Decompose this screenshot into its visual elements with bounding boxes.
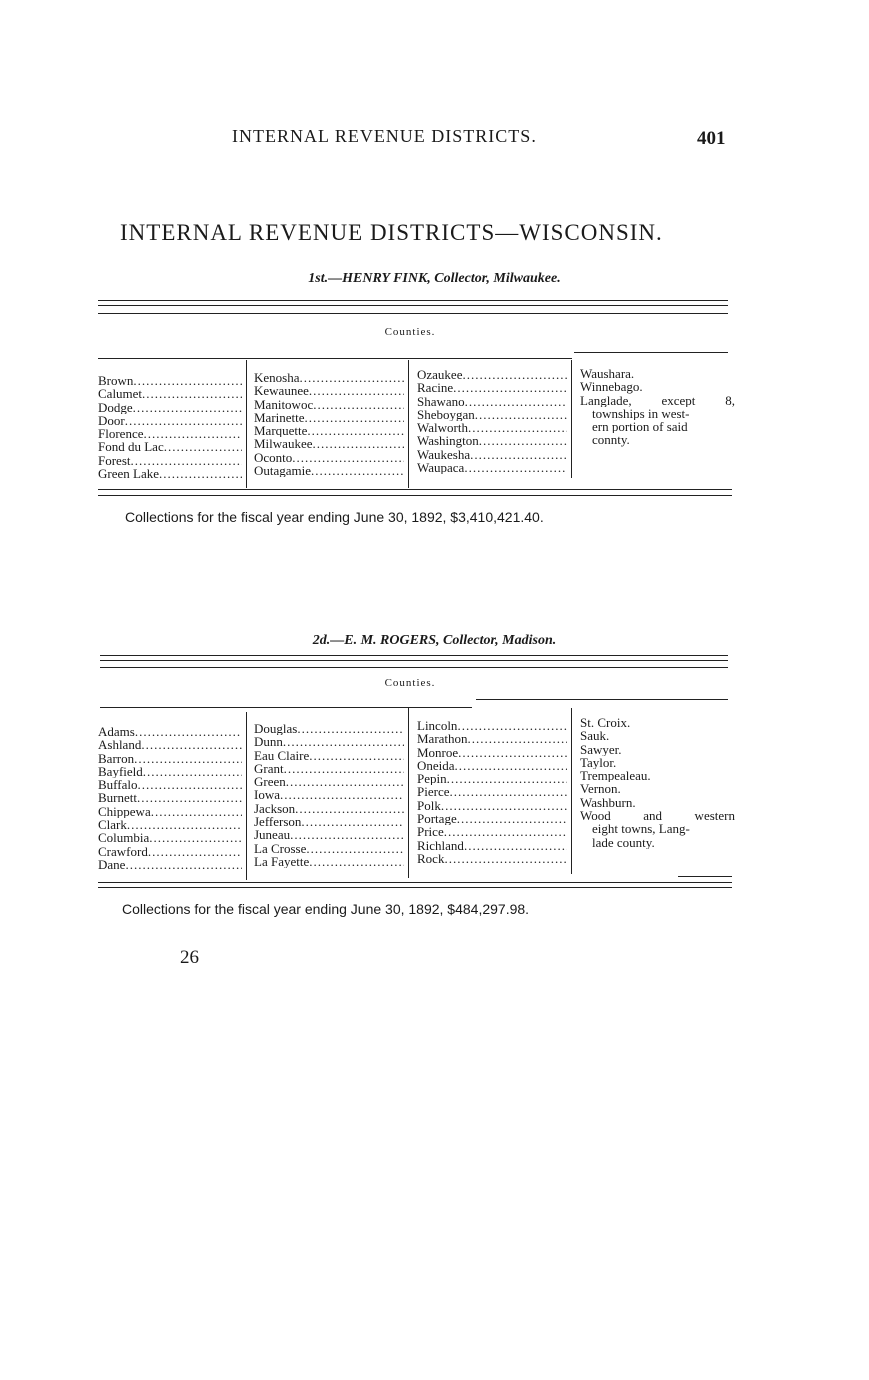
county-entry: La Crosse ..... — [254, 842, 404, 855]
county-entry: Pepin ..... — [417, 772, 567, 785]
county-entry: Polk ..... — [417, 799, 567, 812]
county-entry: Sawyer. — [580, 742, 622, 756]
county-entry: Lincoln ..... — [417, 719, 567, 732]
rule — [98, 887, 732, 888]
rule — [100, 660, 728, 661]
county-entry: Outagamie ..... — [254, 464, 404, 477]
county-entry: Green Lake ..... — [98, 467, 242, 480]
county-entry: Crawford ..... — [98, 845, 242, 858]
county-entry: Columbia ..... — [98, 831, 242, 844]
county-entry: Fond du Lac ..... — [98, 440, 242, 453]
county-entry: Buffalo ..... — [98, 778, 242, 791]
column-divider — [408, 360, 409, 488]
county-entry: Kenosha ..... — [254, 371, 404, 384]
county-entry: Monroe ..... — [417, 746, 567, 759]
county-column — [254, 371, 404, 477]
county-entry: Juneau ..... — [254, 828, 404, 841]
county-entry: Waupaca ..... — [417, 461, 567, 474]
county-entry: Adams ..... — [98, 725, 242, 738]
rule — [100, 655, 728, 656]
rule — [98, 495, 732, 496]
running-head: INTERNAL REVENUE DISTRICTS. — [232, 126, 537, 146]
county-entry: Eau Claire ..... — [254, 749, 404, 762]
county-entry: Brown ..... — [98, 374, 242, 387]
county-entry: Dodge ..... — [98, 401, 242, 414]
county-entry: Sheboygan ..... — [417, 408, 567, 421]
county-entry: Trempealeau. — [580, 769, 651, 783]
rule — [100, 667, 728, 668]
county-entry: La Fayette ..... — [254, 855, 404, 868]
county-column — [580, 367, 735, 447]
county-entry: Walworth ..... — [417, 421, 567, 434]
county-entry: Pierce ..... — [417, 785, 567, 798]
page-number: 401 — [697, 128, 726, 149]
county-entry: Washburn. — [580, 795, 636, 810]
county-column — [254, 722, 404, 868]
county-entry: Oconto ..... — [254, 451, 404, 464]
county-entry: Iowa ..... — [254, 788, 404, 801]
column-divider — [246, 712, 247, 880]
county-entry: Burnett ..... — [98, 791, 242, 804]
county-entry: Florence ..... — [98, 427, 242, 440]
county-column — [417, 719, 567, 865]
county-entry: Wood and western — [580, 809, 735, 823]
county-entry: Vernon. — [580, 782, 621, 796]
county-entry: Winnebago. — [580, 380, 643, 394]
county-entry: Calumet ..... — [98, 387, 242, 400]
column-divider — [246, 360, 247, 488]
rule — [98, 489, 732, 490]
county-entry: Manitowoc ..... — [254, 398, 404, 411]
county-entry: Barron ..... — [98, 752, 242, 765]
rule — [100, 707, 472, 708]
signature-mark: 26 — [180, 947, 199, 968]
county-entry: Ashland ..... — [98, 738, 242, 751]
county-entry: Dunn ..... — [254, 735, 404, 748]
rule — [98, 305, 728, 306]
county-entry: eight towns, Lang- — [592, 822, 690, 836]
county-entry: Racine ..... — [417, 381, 567, 394]
rule — [98, 313, 728, 314]
rule — [98, 300, 728, 301]
county-column — [98, 374, 242, 480]
county-entry: Oneida ..... — [417, 759, 567, 772]
county-entry: Ozaukee ..... — [417, 368, 567, 381]
county-entry: Portage ..... — [417, 812, 567, 825]
county-entry: Clark ..... — [98, 818, 242, 831]
column-divider — [408, 708, 409, 878]
county-entry: Waukesha ..... — [417, 448, 567, 461]
county-entry: Taylor. — [580, 755, 617, 770]
collections-note: Collections for the fiscal year ending June 30, 1892, $3,410,421.40. — [125, 509, 544, 525]
county-entry: Kewaunee ..... — [254, 384, 404, 397]
rule — [574, 352, 728, 353]
county-entry: Sauk. — [580, 729, 610, 743]
page-title: INTERNAL REVENUE DISTRICTS—WISCONSIN. — [120, 220, 663, 245]
rule — [98, 882, 732, 883]
county-entry: St. Croix. — [580, 716, 631, 730]
county-column — [417, 368, 567, 474]
county-entry: Milwaukee ..... — [254, 437, 404, 450]
county-entry: connty. — [592, 433, 630, 447]
county-entry: Waushara. — [580, 367, 635, 381]
county-entry: Marathon ..... — [417, 732, 567, 745]
county-entry: Langlade, except 8, — [580, 393, 735, 407]
county-entry: Shawano ..... — [417, 395, 567, 408]
county-entry: Richland ..... — [417, 839, 567, 852]
county-entry: Price ..... — [417, 825, 567, 838]
county-entry: ern portion of said — [592, 420, 688, 434]
county-entry: Marquette ..... — [254, 424, 404, 437]
county-entry: Washington ..... — [417, 434, 567, 447]
county-entry: Grant ..... — [254, 762, 404, 775]
county-entry: Chippewa ..... — [98, 805, 242, 818]
column-divider — [571, 360, 572, 478]
county-entry: Douglas ..... — [254, 722, 404, 735]
district-1-heading: 1st.—HENRY FINK, Collector, Milwaukee. — [308, 271, 561, 286]
collections-note: Collections for the fiscal year ending June 30, 1892, $484,297.98. — [122, 901, 530, 917]
county-entry: Jackson ..... — [254, 802, 404, 815]
counties-label: Counties. — [384, 677, 436, 689]
column-divider — [571, 708, 572, 874]
rule — [678, 876, 732, 877]
county-entry: Door ..... — [98, 414, 242, 427]
rule — [98, 358, 572, 359]
county-entry: lade county. — [592, 835, 655, 849]
county-entry: Dane ..... — [98, 858, 242, 871]
county-column — [98, 725, 242, 871]
county-entry: Green ..... — [254, 775, 404, 788]
county-entry: Bayfield ..... — [98, 765, 242, 778]
county-entry: Marinette ..... — [254, 411, 404, 424]
county-column — [580, 716, 735, 849]
county-entry: Rock ..... — [417, 852, 567, 865]
counties-label: Counties. — [384, 326, 436, 338]
district-2-heading: 2d.—E. M. ROGERS, Collector, Madison. — [312, 633, 557, 648]
county-entry: townships in west- — [592, 406, 690, 421]
rule — [476, 699, 728, 700]
county-entry: Jefferson ..... — [254, 815, 404, 828]
county-entry: Forest ..... — [98, 454, 242, 467]
